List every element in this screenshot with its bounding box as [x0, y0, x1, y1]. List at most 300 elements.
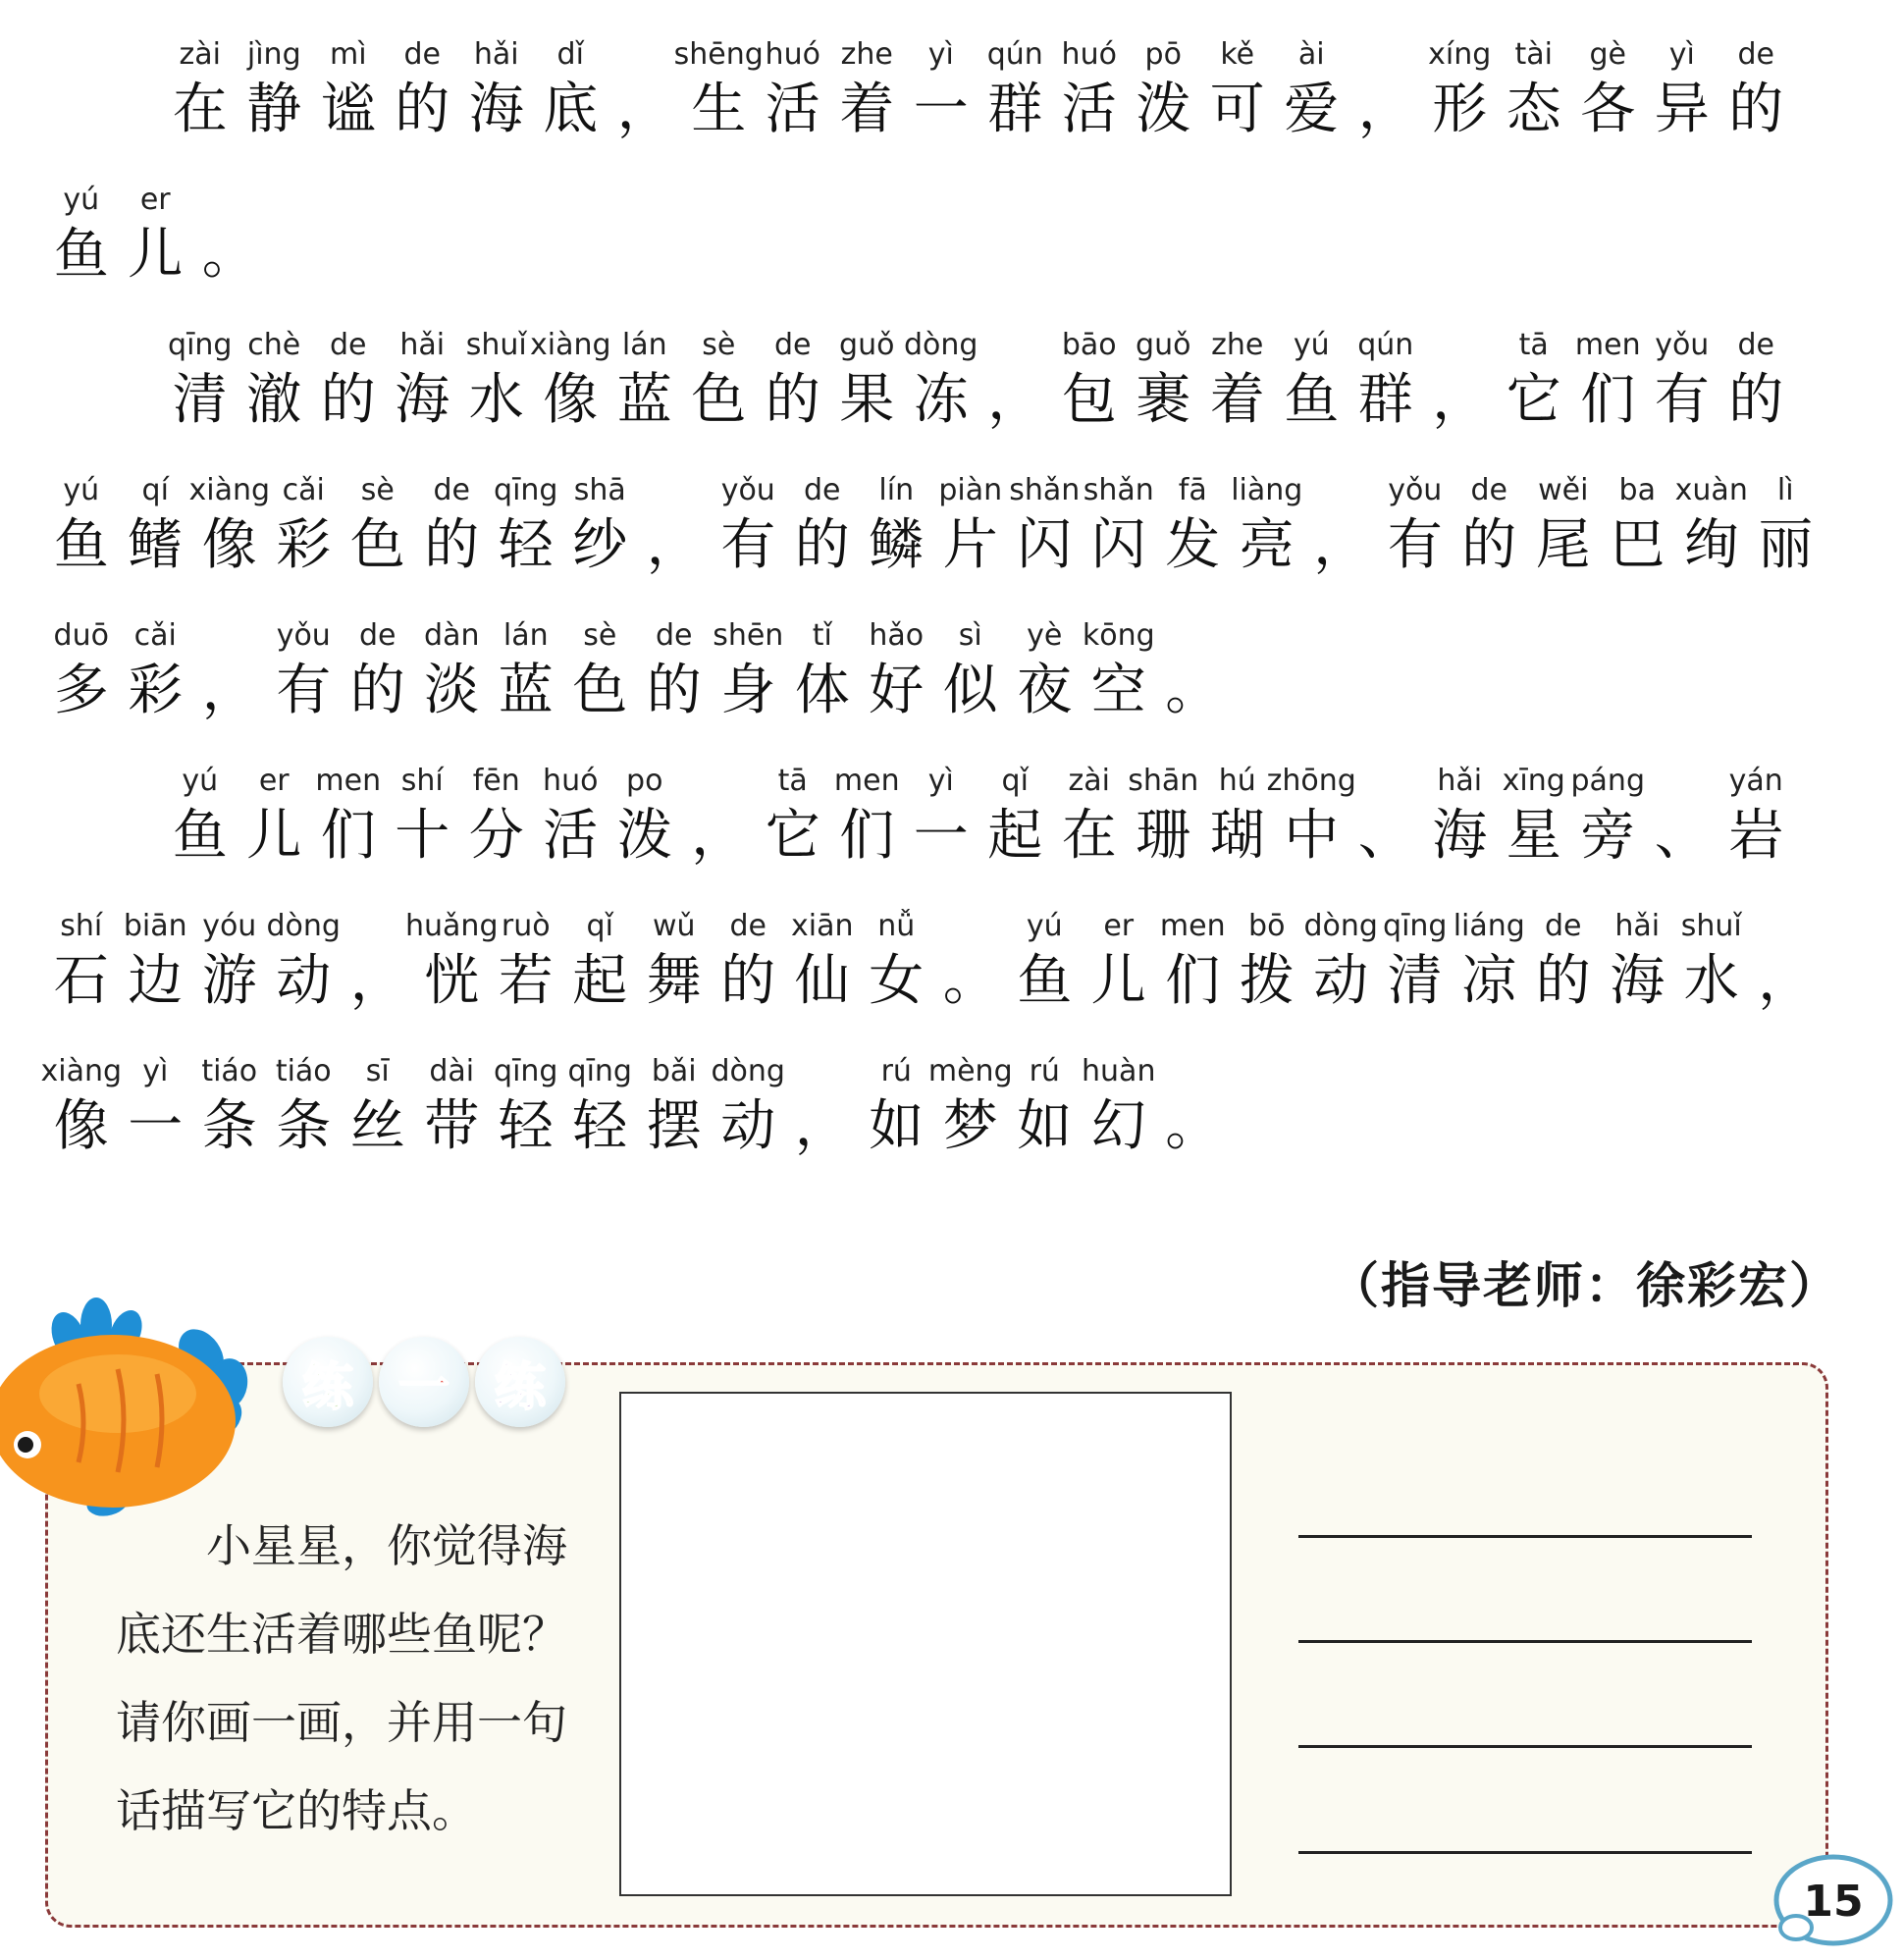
hanzi: 身: [720, 659, 776, 722]
hanzi: 若: [498, 949, 554, 1013]
hanzi: ，: [794, 1094, 850, 1158]
pinyin: qīng: [494, 1054, 558, 1088]
pinyin: tiáo: [201, 1054, 258, 1088]
pinyin: yú: [63, 183, 100, 217]
hanzi: 。: [201, 223, 257, 287]
hanzi: 瑚: [1209, 804, 1265, 868]
pinyin: huó: [543, 764, 599, 798]
pinyin: sì: [958, 618, 982, 653]
pinyin: tǐ: [812, 618, 832, 653]
pinyin: yì: [927, 37, 954, 72]
hanzi: 旁: [1580, 804, 1636, 868]
pinyin: de: [774, 328, 812, 362]
text-line: [0, 909, 1903, 1056]
hanzi: 的: [765, 368, 820, 432]
pinyin: dài: [429, 1054, 475, 1088]
pinyin: hǎo: [869, 618, 925, 653]
hanzi: 的: [646, 659, 702, 722]
pinyin: yǒu: [720, 473, 775, 507]
hanzi: 一: [913, 78, 969, 141]
hanzi: 。: [1165, 1094, 1221, 1158]
pinyin: qīng: [494, 473, 558, 507]
hanzi: 动: [1313, 949, 1369, 1013]
pinyin: bǎi: [651, 1054, 697, 1088]
hanzi: 水: [468, 368, 524, 432]
hanzi: 的: [1535, 949, 1591, 1013]
pinyin: men: [833, 764, 900, 798]
pinyin: yóu: [202, 909, 257, 943]
hanzi: 蓝: [498, 659, 554, 722]
hanzi: 夜: [1017, 659, 1073, 722]
hanzi: 。: [942, 949, 998, 1013]
hanzi: 有: [276, 659, 332, 722]
pinyin: dàn: [424, 618, 480, 653]
pinyin: shǎn: [1083, 473, 1154, 507]
hanzi: 鱼: [1284, 368, 1340, 432]
page-number: 15: [1803, 1877, 1864, 1927]
pinyin: ba: [1618, 473, 1656, 507]
hanzi: 如: [869, 1094, 925, 1158]
pinyin: mèng: [927, 1054, 1013, 1088]
hanzi: 轻: [572, 1094, 628, 1158]
pinyin: lì: [1776, 473, 1794, 507]
hanzi: 它: [765, 804, 820, 868]
hanzi: 异: [1654, 78, 1710, 141]
hanzi: 海: [1610, 949, 1665, 1013]
answer-line[interactable]: [1298, 1745, 1752, 1748]
teacher-credit: （指导老师：徐彩宏）: [1330, 1257, 1840, 1314]
pinyin: de: [433, 473, 470, 507]
pinyin: xīng: [1502, 764, 1565, 798]
hanzi: ，: [691, 804, 747, 868]
hanzi: 们: [320, 804, 376, 868]
pinyin: duō: [53, 618, 109, 653]
hanzi: 。: [1165, 659, 1221, 722]
pinyin: hǎi: [473, 37, 519, 72]
hanzi: 水: [1683, 949, 1739, 1013]
pinyin: dòng: [1303, 909, 1378, 943]
pinyin: de: [729, 909, 766, 943]
hanzi: 有: [720, 513, 776, 577]
hanzi: ，: [1432, 368, 1488, 432]
answer-line[interactable]: [1298, 1640, 1752, 1643]
pinyin: dòng: [711, 1054, 785, 1088]
pinyin: qí: [141, 473, 169, 507]
pinyin: shā: [573, 473, 626, 507]
pinyin: huó: [1061, 37, 1117, 72]
pinyin: mì: [329, 37, 367, 72]
badge-practice-2: 练: [475, 1337, 565, 1427]
hanzi: 底: [543, 78, 599, 141]
pinyin: sī: [365, 1054, 390, 1088]
hanzi: 鳞: [869, 513, 925, 577]
hanzi: 发: [1165, 513, 1221, 577]
pinyin: yú: [1026, 909, 1063, 943]
hanzi: 一: [128, 1094, 184, 1158]
pinyin: ruò: [501, 909, 551, 943]
pinyin: tiáo: [275, 1054, 332, 1088]
pinyin: de: [1545, 909, 1582, 943]
page-number-badge: [1757, 1839, 1894, 1957]
hanzi: 它: [1506, 368, 1561, 432]
text-line: [0, 37, 1903, 185]
hanzi: 清: [1387, 949, 1443, 1013]
hanzi: 活: [1061, 78, 1117, 141]
hanzi: 珊: [1136, 804, 1191, 868]
hanzi: 的: [395, 78, 450, 141]
hanzi: 蓝: [616, 368, 672, 432]
hanzi: 纱: [572, 513, 628, 577]
hanzi: 儿: [1090, 949, 1146, 1013]
pinyin: qǐ: [1001, 764, 1029, 798]
hanzi: 凉: [1461, 949, 1517, 1013]
hanzi: 谧: [320, 78, 376, 141]
hanzi: 起: [572, 949, 628, 1013]
hanzi: 、: [1654, 804, 1710, 868]
pinyin: lán: [621, 328, 667, 362]
cartoon-fish-icon: [0, 1276, 265, 1531]
hanzi: 鱼: [53, 513, 109, 577]
pinyin: yì: [927, 764, 954, 798]
hanzi: 包: [1061, 368, 1117, 432]
pinyin: qīng: [1383, 909, 1448, 943]
text-line: [0, 1054, 1903, 1201]
pinyin: yè: [1027, 618, 1063, 653]
hanzi: 有: [1654, 368, 1710, 432]
pinyin: dòng: [266, 909, 341, 943]
hanzi: 着: [839, 78, 895, 141]
pinyin: sè: [583, 618, 617, 653]
pinyin: xiān: [791, 909, 854, 943]
hanzi: 在: [1061, 804, 1117, 868]
pinyin: guǒ: [839, 328, 895, 362]
hanzi: 各: [1580, 78, 1636, 141]
hanzi: 体: [794, 659, 850, 722]
hanzi: 泼: [1136, 78, 1191, 141]
drawing-area[interactable]: [619, 1392, 1232, 1896]
hanzi: 鱼: [172, 804, 228, 868]
pinyin: qīng: [567, 1054, 632, 1088]
hanzi: 游: [201, 949, 257, 1013]
pinyin: shǎn: [1009, 473, 1081, 507]
pinyin: shí: [400, 764, 444, 798]
hanzi: 海: [1432, 804, 1488, 868]
pinyin: yǒu: [1655, 328, 1710, 362]
pinyin: guǒ: [1136, 328, 1191, 362]
pinyin: kě: [1220, 37, 1255, 72]
hanzi: 的: [1728, 78, 1784, 141]
hanzi: 儿: [128, 223, 184, 287]
hanzi: 的: [320, 368, 376, 432]
hanzi: 泼: [616, 804, 672, 868]
pinyin: de: [1470, 473, 1507, 507]
hanzi: 十: [395, 804, 450, 868]
hanzi: 动: [720, 1094, 776, 1158]
hanzi: 条: [276, 1094, 332, 1158]
hanzi: ，: [646, 513, 702, 577]
pinyin: huǎng: [405, 909, 499, 943]
hanzi: 活: [543, 804, 599, 868]
hanzi: 动: [276, 949, 332, 1013]
pinyin: men: [1574, 328, 1641, 362]
hanzi: 可: [1209, 78, 1265, 141]
pinyin: piàn: [938, 473, 1003, 507]
pinyin: tā: [777, 764, 808, 798]
hanzi: ，: [349, 949, 405, 1013]
hanzi: 态: [1506, 78, 1561, 141]
hanzi: 带: [424, 1094, 480, 1158]
hanzi: 好: [869, 659, 925, 722]
hanzi: 生: [691, 78, 747, 141]
pinyin: qún: [986, 37, 1043, 72]
pinyin: shēng: [673, 37, 764, 72]
pinyin: xiàng: [40, 1054, 123, 1088]
hanzi: 鱼: [53, 223, 109, 287]
pinyin: tài: [1514, 37, 1553, 72]
pinyin: yú: [182, 764, 219, 798]
hanzi: 中: [1284, 804, 1340, 868]
pinyin: wěi: [1538, 473, 1589, 507]
hanzi: 仙: [794, 949, 850, 1013]
pinyin: shuǐ: [465, 328, 527, 362]
hanzi: 石: [53, 949, 109, 1013]
pinyin: xiàng: [188, 473, 271, 507]
pinyin: ài: [1297, 37, 1325, 72]
hanzi: 轻: [498, 1094, 554, 1158]
pinyin: lín: [878, 473, 915, 507]
pinyin: hǎi: [1437, 764, 1483, 798]
pinyin: páng: [1570, 764, 1645, 798]
hanzi: 条: [201, 1094, 257, 1158]
hanzi: 彩: [128, 659, 184, 722]
pinyin: kōng: [1082, 618, 1155, 653]
hanzi: 梦: [942, 1094, 998, 1158]
hanzi: 们: [1580, 368, 1636, 432]
pinyin: biān: [123, 909, 187, 943]
hanzi: 的: [424, 513, 480, 577]
answer-line[interactable]: [1298, 1851, 1752, 1854]
hanzi: 摆: [646, 1094, 702, 1158]
pinyin: lán: [502, 618, 549, 653]
pinyin: dòng: [904, 328, 978, 362]
pinyin: hǎi: [1614, 909, 1661, 943]
pinyin: xuàn: [1674, 473, 1748, 507]
pinyin: men: [1159, 909, 1226, 943]
hanzi: 色: [572, 659, 628, 722]
hanzi: 分: [468, 804, 524, 868]
hanzi: 岩: [1728, 804, 1784, 868]
hanzi: 尾: [1535, 513, 1591, 577]
practice-badges: [283, 1337, 577, 1435]
hanzi: 轻: [498, 513, 554, 577]
text-line: [0, 328, 1903, 475]
pinyin: shuǐ: [1680, 909, 1742, 943]
hanzi: 色: [691, 368, 747, 432]
pinyin: wǔ: [652, 909, 696, 943]
pinyin: de: [330, 328, 367, 362]
pinyin: xiàng: [529, 328, 611, 362]
pinyin: dǐ: [556, 37, 584, 72]
answer-line[interactable]: [1298, 1535, 1752, 1538]
hanzi: 群: [987, 78, 1043, 141]
hanzi: 像: [201, 513, 257, 577]
hanzi: 清: [172, 368, 228, 432]
hanzi: 海: [468, 78, 524, 141]
hanzi: ，: [201, 659, 257, 722]
hanzi: ，: [616, 78, 672, 141]
hanzi: 绚: [1683, 513, 1739, 577]
pinyin: yú: [63, 473, 100, 507]
pinyin: qǐ: [586, 909, 613, 943]
hanzi: 澈: [246, 368, 302, 432]
pinyin: jìng: [246, 37, 301, 72]
hanzi: ，: [1313, 513, 1369, 577]
pinyin: tā: [1518, 328, 1549, 362]
text-line: [0, 764, 1903, 911]
hanzi: 恍: [424, 949, 480, 1013]
pinyin: rú: [880, 1054, 912, 1088]
hanzi: 彩: [276, 513, 332, 577]
pinyin: yǒu: [276, 618, 331, 653]
text-line: [0, 618, 1903, 766]
hanzi: ，: [1758, 949, 1814, 1013]
hanzi: 如: [1017, 1094, 1073, 1158]
pinyin: de: [403, 37, 441, 72]
pinyin: shān: [1128, 764, 1199, 798]
pinyin: zhe: [840, 37, 893, 72]
hanzi: 活: [765, 78, 820, 141]
hanzi: 儿: [246, 804, 302, 868]
hanzi: 有: [1387, 513, 1443, 577]
pinyin: yú: [1293, 328, 1330, 362]
pinyin: cǎi: [133, 618, 177, 653]
hanzi: 色: [349, 513, 405, 577]
hanzi: 群: [1357, 368, 1413, 432]
pinyin: de: [1737, 37, 1774, 72]
hanzi: 的: [1461, 513, 1517, 577]
pinyin: bāo: [1061, 328, 1117, 362]
pinyin: fā: [1178, 473, 1207, 507]
hanzi: ，: [987, 368, 1043, 432]
practice-question: 小星星，你觉得海底还生活着哪些鱼呢？请你画一画，并用一句话描写它的特点。: [116, 1519, 567, 1837]
pinyin: gè: [1589, 37, 1626, 72]
pinyin: bō: [1248, 909, 1286, 943]
hanzi: 丽: [1758, 513, 1814, 577]
pinyin: cǎi: [282, 473, 325, 507]
text-line: [0, 473, 1903, 620]
pinyin: yán: [1728, 764, 1783, 798]
hanzi: 闪: [1090, 513, 1146, 577]
pinyin: qīng: [168, 328, 233, 362]
hanzi: 、: [1357, 804, 1413, 868]
badge-yi: 一: [379, 1337, 469, 1427]
hanzi: 的: [1728, 368, 1784, 432]
hanzi: 海: [395, 368, 450, 432]
hanzi: 一: [913, 804, 969, 868]
pinyin: men: [315, 764, 382, 798]
hanzi: 裹: [1136, 368, 1191, 432]
pinyin: chè: [247, 328, 301, 362]
pinyin: yì: [1668, 37, 1695, 72]
pinyin: liáng: [1453, 909, 1525, 943]
hanzi: 爱: [1284, 78, 1340, 141]
hanzi: 的: [349, 659, 405, 722]
pinyin: de: [656, 618, 693, 653]
hanzi: 拨: [1239, 949, 1295, 1013]
hanzi: 像: [543, 368, 599, 432]
pinyin: er: [139, 183, 171, 217]
hanzi: 亮: [1239, 513, 1295, 577]
text-line: [0, 183, 1903, 330]
hanzi: 的: [720, 949, 776, 1013]
pinyin: sè: [360, 473, 395, 507]
hanzi: 幻: [1090, 1094, 1146, 1158]
hanzi: 淡: [424, 659, 480, 722]
hanzi: 果: [839, 368, 895, 432]
hanzi: 们: [839, 804, 895, 868]
hanzi: 丝: [349, 1094, 405, 1158]
hanzi: 女: [869, 949, 925, 1013]
hanzi: 形: [1432, 78, 1488, 141]
pinyin: yǒu: [1388, 473, 1443, 507]
pinyin: zhōng: [1266, 764, 1356, 798]
hanzi: 鳍: [128, 513, 184, 577]
pinyin: rú: [1029, 1054, 1060, 1088]
hanzi: 着: [1209, 368, 1265, 432]
hanzi: 巴: [1610, 513, 1665, 577]
pinyin: huó: [765, 37, 820, 72]
badge-practice-1: 练: [283, 1337, 373, 1427]
hanzi: ，: [1357, 78, 1413, 141]
pinyin: pō: [1144, 37, 1182, 72]
pinyin: er: [258, 764, 290, 798]
pinyin: zài: [179, 37, 221, 72]
pinyin: shí: [60, 909, 103, 943]
pinyin: qún: [1357, 328, 1414, 362]
pinyin: hú: [1218, 764, 1256, 798]
hanzi: 鱼: [1017, 949, 1073, 1013]
pinyin: po: [626, 764, 663, 798]
pinyin: de: [804, 473, 841, 507]
pinyin: zhe: [1211, 328, 1264, 362]
pinyin: de: [1737, 328, 1774, 362]
pinyin: de: [359, 618, 396, 653]
hanzi: 片: [942, 513, 998, 577]
hanzi: 起: [987, 804, 1043, 868]
pinyin: liàng: [1231, 473, 1303, 507]
pinyin: er: [1103, 909, 1135, 943]
hanzi: 星: [1506, 804, 1561, 868]
pinyin: zài: [1068, 764, 1110, 798]
pinyin: nǚ: [877, 909, 916, 943]
hanzi: 们: [1165, 949, 1221, 1013]
hanzi: 似: [942, 659, 998, 722]
hanzi: 像: [53, 1094, 109, 1158]
hanzi: 闪: [1017, 513, 1073, 577]
pinyin: xíng: [1428, 37, 1492, 72]
hanzi: 静: [246, 78, 302, 141]
hanzi: 多: [53, 659, 109, 722]
pinyin: yì: [142, 1054, 169, 1088]
hanzi: 在: [172, 78, 228, 141]
pinyin: sè: [702, 328, 736, 362]
hanzi: 边: [128, 949, 184, 1013]
pinyin: hǎi: [399, 328, 446, 362]
pinyin: shēn: [713, 618, 784, 653]
pinyin: fēn: [472, 764, 520, 798]
hanzi: 空: [1090, 659, 1146, 722]
hanzi: 舞: [646, 949, 702, 1013]
